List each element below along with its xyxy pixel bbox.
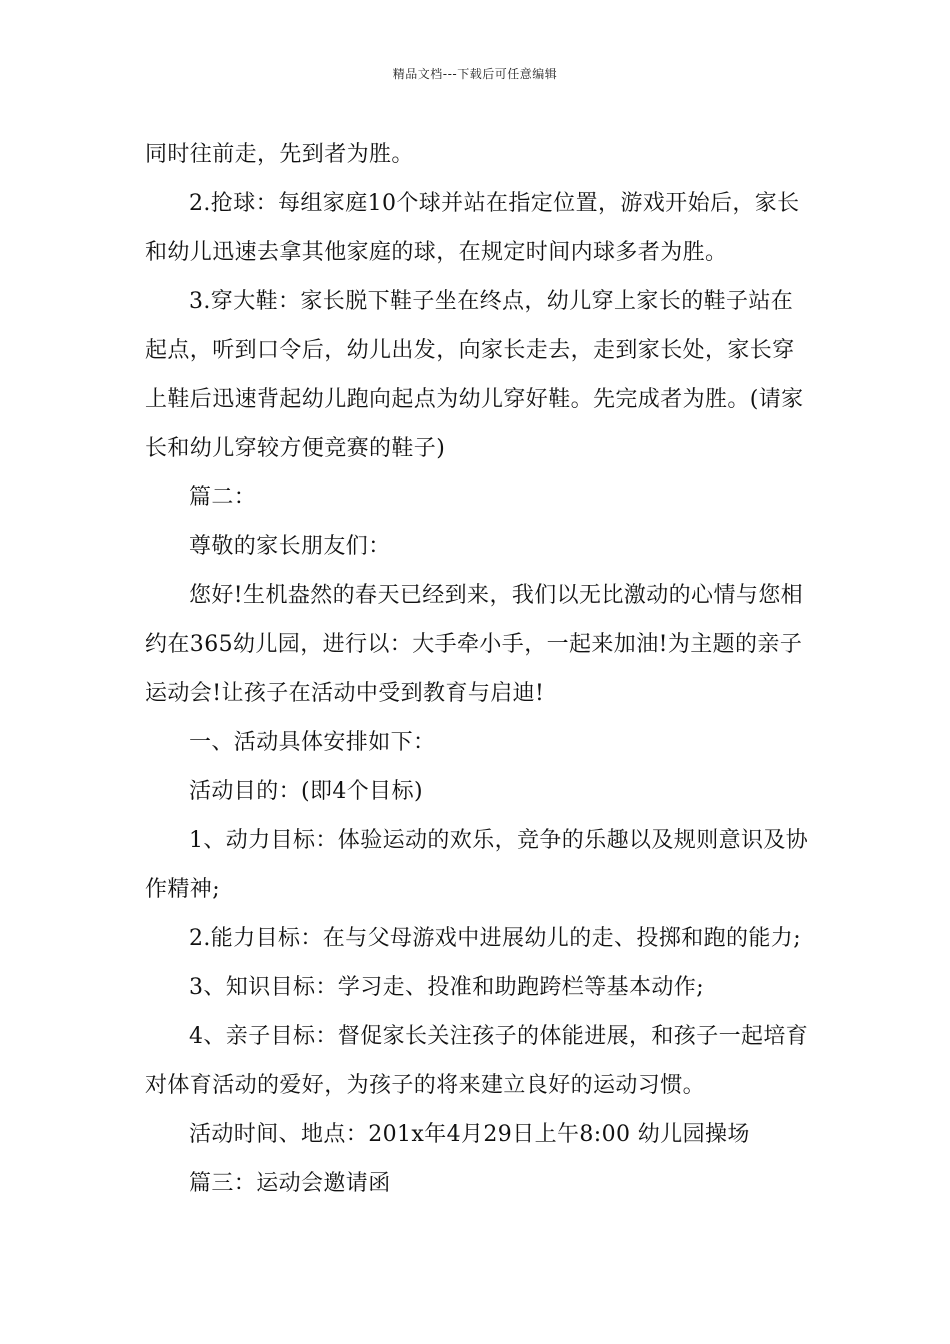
paragraph-5 [145,522,805,571]
paragraph-2-line-2: 和幼儿迅速去拿其他家庭的球，在规定时间内球多者为胜。 [145,240,728,265]
paragraph-6-line-3: 运动会!让孩子在活动中受到教育与启迪! [145,681,545,706]
paragraph-3 [145,277,805,473]
paragraph-3-line-1: 3.穿大鞋：家长脱下鞋子坐在终点，幼儿穿上家长的鞋子站在 [189,289,794,314]
paragraph-11 [145,963,805,1012]
activity-purpose-heading: 活动目的：(即4个目标) [189,779,423,804]
paragraph-14 [145,1159,805,1208]
paragraph-9-line-2: 作精神; [145,877,221,902]
paragraph-12 [145,1012,809,1110]
document-body [145,130,809,1208]
header-note: 精品文档---下载后可任意编辑 [392,67,558,81]
paragraph-8 [145,767,805,816]
paragraph-4 [145,473,805,522]
paragraph-9 [145,816,809,914]
paragraph-2 [145,179,805,277]
paragraph-1-line-1: 同时往前走，先到者为胜。 [145,142,414,167]
paragraph-12-line-1: 4、亲子目标：督促家长关注孩子的体能进展，和孩子一起培育 [189,1024,809,1049]
paragraph-12-line-2: 对体育活动的爱好，为孩子的将来建立良好的运动习惯。 [145,1073,706,1098]
paragraph-1 [145,130,805,179]
paragraph-6 [145,571,805,718]
knowledge-goal: 3、知识目标：学习走、投准和助跑跨栏等基本动作; [189,975,705,1000]
paragraph-6-line-1: 您好!生机盎然的春天已经到来，我们以无比激动的心情与您相 [189,583,804,608]
paragraph-13 [145,1110,805,1159]
paragraph-6-line-2: 约在365幼儿园，进行以：大手牵小手，一起来加油!为主题的亲子 [145,632,803,657]
paragraph-2-line-1: 2.抢球：每组家庭10个球并站在指定位置，游戏开始后，家长 [189,191,800,216]
paragraph-3-line-4: 长和幼儿穿较方便竞赛的鞋子) [145,436,446,461]
section-three-heading: 篇三：运动会邀请函 [189,1171,391,1196]
activity-arrangement-heading: 一、活动具体安排如下： [189,730,436,755]
paragraph-7 [145,718,805,767]
ability-goal: 2.能力目标：在与父母游戏中进展幼儿的走、投掷和跑的能力; [189,926,802,951]
paragraph-9-line-1: 1、动力目标：体验运动的欢乐，竞争的乐趣以及规则意识及协 [189,828,809,853]
section-two-heading: 篇二： [189,485,257,510]
activity-time-location: 活动时间、地点：201x年4月29日上午8:00 幼儿园操场 [189,1122,750,1147]
paragraph-10 [145,914,805,963]
salutation: 尊敬的家长朋友们： [189,534,391,559]
paragraph-3-line-2: 起点，听到口令后，幼儿出发，向家长走去，走到家长处，家长穿 [145,338,795,363]
paragraph-3-line-3: 上鞋后迅速背起幼儿跑向起点为幼儿穿好鞋。先完成者为胜。(请家 [145,387,804,412]
